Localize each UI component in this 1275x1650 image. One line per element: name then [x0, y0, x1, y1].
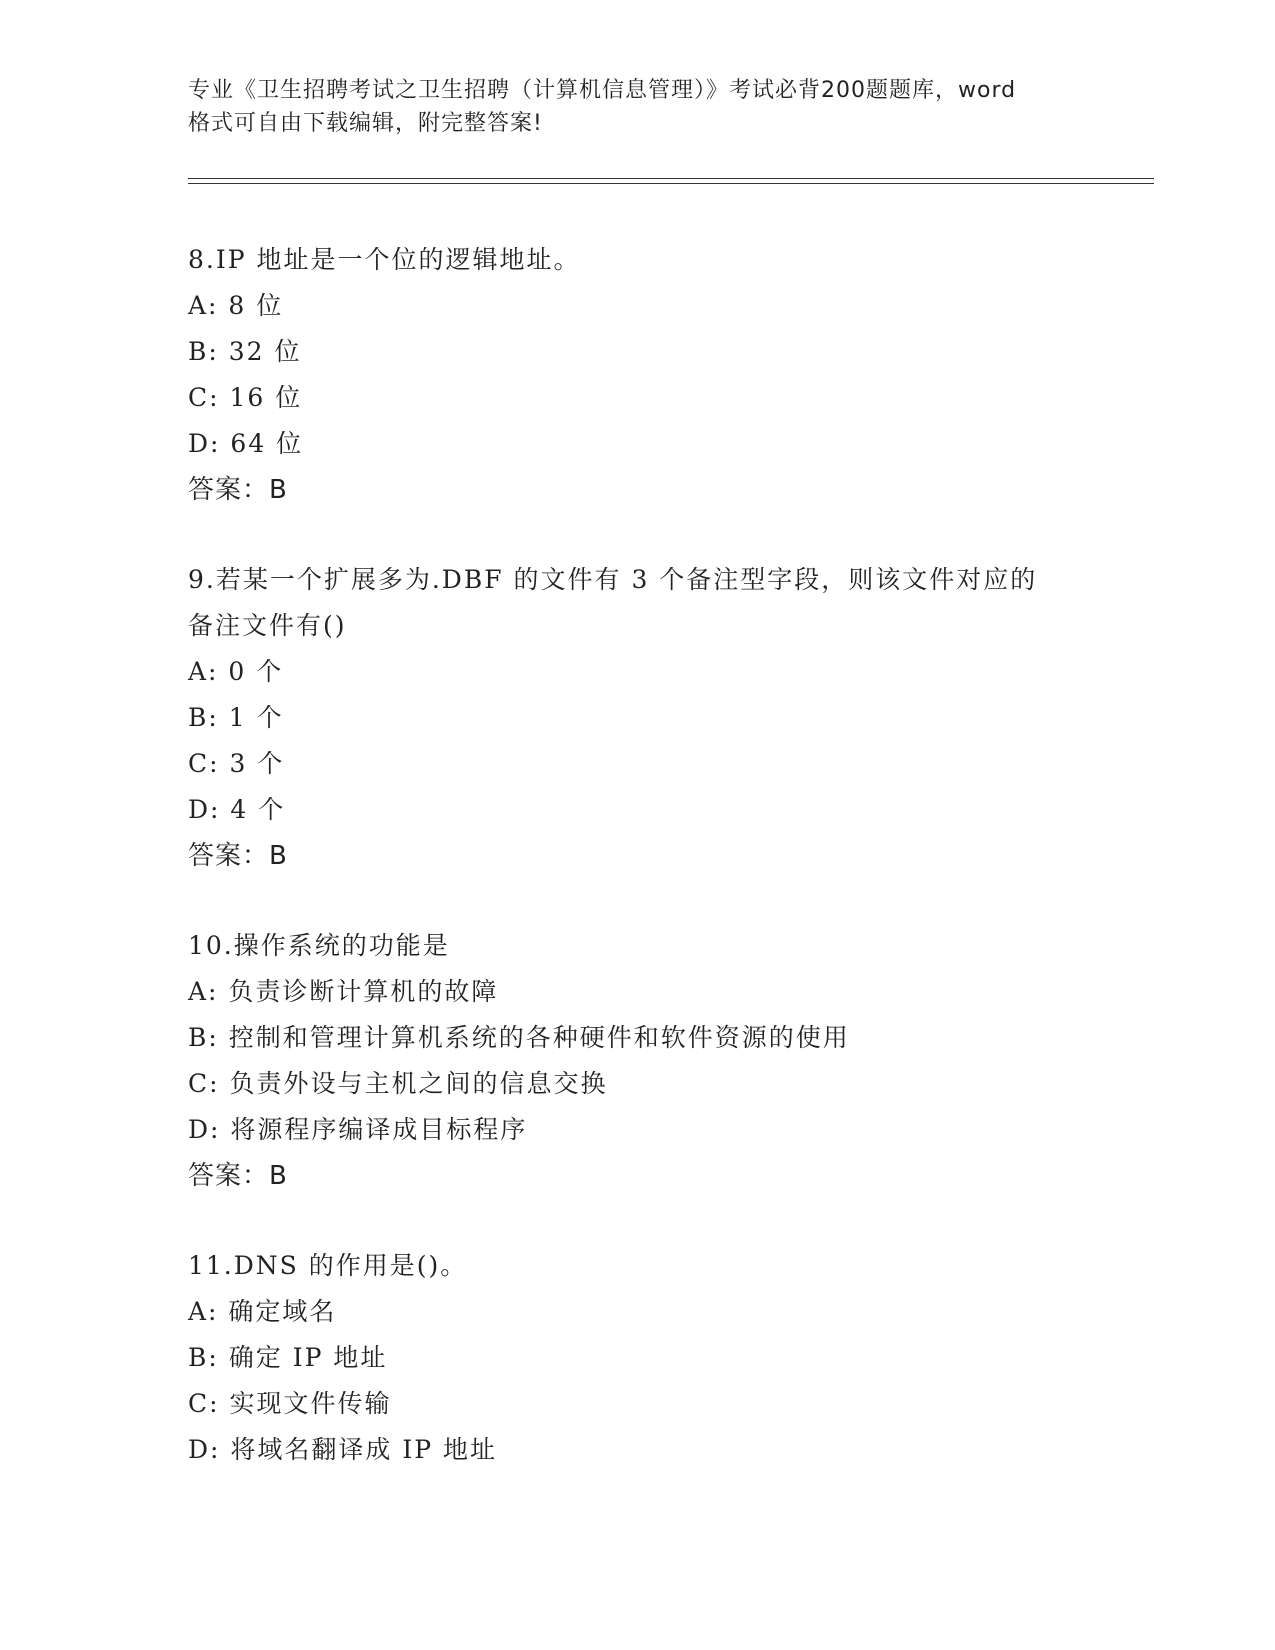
- question-11: [188, 1243, 1088, 1473]
- option-d: D: 将源程序编译成目标程序: [188, 1115, 528, 1144]
- question-stem: 8.IP 地址是一个位的逻辑地址。: [188, 245, 581, 274]
- option-d: D: 4 个: [188, 795, 286, 824]
- option-c: C: 实现文件传输: [188, 1389, 392, 1418]
- question-stem: 10.操作系统的功能是: [188, 931, 450, 960]
- header-title-line-2: 格式可自由下载编辑，附完整答案!: [188, 111, 543, 136]
- question-list: [188, 237, 1088, 1517]
- header-title-line-1: 专业《卫生招聘考试之卫生招聘（计算机信息管理）》考试必背200题题库，word: [188, 78, 1017, 103]
- header-divider-top: [188, 178, 1154, 179]
- question-stem-continued: 备注文件有(): [188, 611, 347, 640]
- option-b: B: 32 位: [188, 337, 302, 366]
- header-divider-bottom: [188, 183, 1154, 184]
- answer-line: 答案：B: [188, 1161, 288, 1191]
- question-8: [188, 237, 1088, 513]
- option-c: C: 负责外设与主机之间的信息交换: [188, 1069, 608, 1098]
- document-header: [188, 74, 1088, 140]
- answer-line: 答案：B: [188, 841, 288, 871]
- question-9: [188, 557, 1088, 879]
- option-d: D: 将域名翻译成 IP 地址: [188, 1435, 498, 1464]
- question-stem: 11.DNS 的作用是()。: [188, 1251, 468, 1280]
- option-a: A: 负责诊断计算机的故障: [188, 977, 499, 1006]
- answer-line: 答案：B: [188, 475, 288, 505]
- question-stem: 9.若某一个扩展多为.DBF 的文件有 3 个备注型字段，则该文件对应的: [188, 565, 1038, 594]
- option-b: B: 1 个: [188, 703, 284, 732]
- option-c: C: 16 位: [188, 383, 303, 412]
- option-b: B: 确定 IP 地址: [188, 1343, 388, 1372]
- option-c: C: 3 个: [188, 749, 285, 778]
- option-a: A: 确定域名: [188, 1297, 337, 1326]
- option-b: B: 控制和管理计算机系统的各种硬件和软件资源的使用: [188, 1023, 850, 1052]
- option-d: D: 64 位: [188, 429, 304, 458]
- question-10: [188, 923, 1088, 1199]
- option-a: A: 8 位: [188, 291, 284, 320]
- option-a: A: 0 个: [188, 657, 284, 686]
